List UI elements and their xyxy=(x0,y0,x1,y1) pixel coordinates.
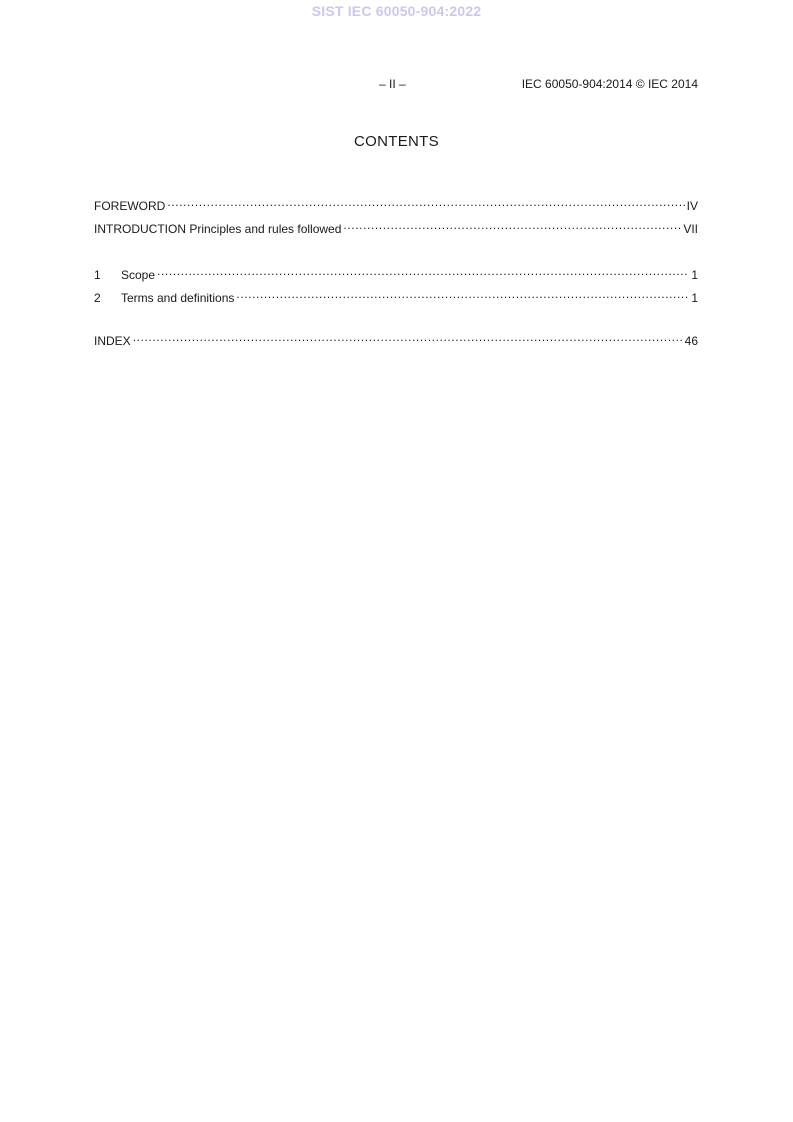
toc-leader-dots xyxy=(133,329,683,345)
running-header xyxy=(0,77,793,93)
toc-entry-number: 1 xyxy=(94,268,101,282)
toc-leader-dots xyxy=(343,217,681,233)
toc-leader-dots xyxy=(236,286,689,302)
toc-back-matter xyxy=(94,329,698,352)
toc-entry-title: Scope xyxy=(121,268,156,282)
page-number: – II – xyxy=(379,77,406,91)
toc-entry-foreword[interactable] xyxy=(94,194,698,213)
toc-entry-title: INDEX xyxy=(94,334,131,348)
toc-leader-dots xyxy=(167,194,684,210)
toc-entry-title: FOREWORD xyxy=(94,199,166,213)
toc-entry-number: 2 xyxy=(94,291,101,305)
toc-clauses xyxy=(94,263,698,309)
toc-entry-page: IV xyxy=(686,199,698,213)
toc-entry-page: VII xyxy=(683,222,698,236)
toc-entry-page: 46 xyxy=(684,334,698,348)
toc-entry-index[interactable] xyxy=(94,329,698,348)
document-reference: IEC 60050-904:2014 © IEC 2014 xyxy=(521,77,698,91)
toc-entry-introduction[interactable] xyxy=(94,217,698,236)
toc-entry-title: INTRODUCTION Principles and rules followed xyxy=(94,222,342,236)
contents-heading: CONTENTS xyxy=(354,133,439,150)
toc-entry-scope[interactable] xyxy=(94,263,698,282)
toc-leader-dots xyxy=(157,263,689,279)
toc-entry-title: Terms and definitions xyxy=(121,291,235,305)
toc-entry-terms-and-definitions[interactable] xyxy=(94,286,698,305)
toc-entry-page: 1 xyxy=(691,268,698,282)
watermark-text: SIST IEC 60050-904:2022 xyxy=(311,3,482,19)
toc-entry-page: 1 xyxy=(691,291,698,305)
toc-front-matter xyxy=(94,194,698,240)
